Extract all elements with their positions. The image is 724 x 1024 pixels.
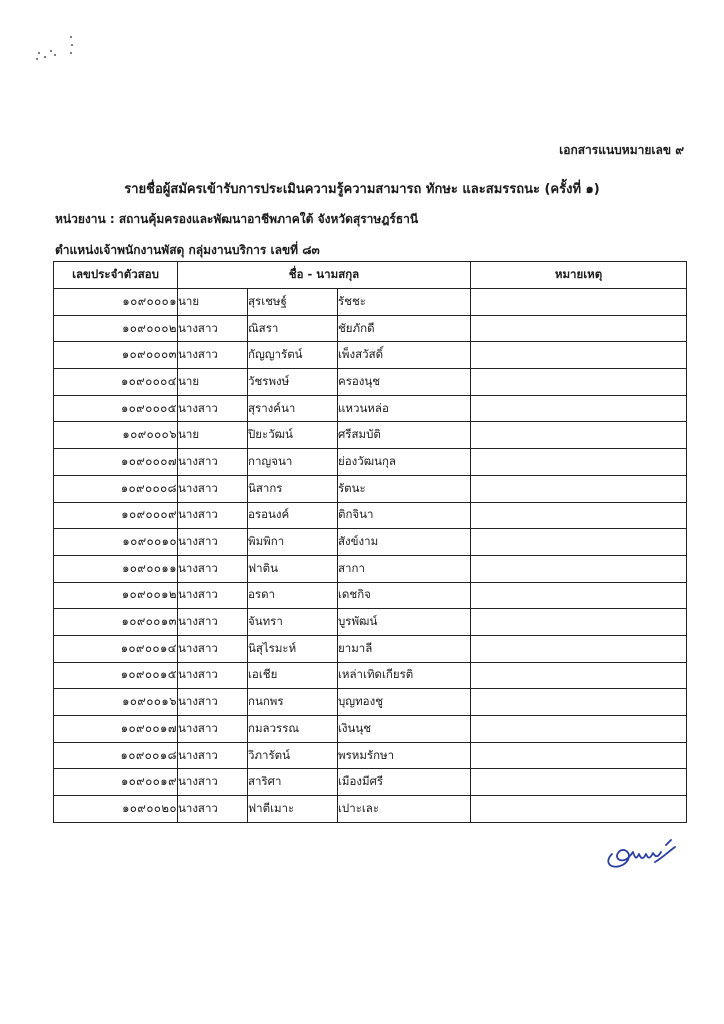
exam-id-cell: ๑๐๙๐๐๑๐ (54, 529, 178, 556)
last-name-cell: ย่องวัฒนกุล (338, 449, 471, 476)
last-name-cell: เดชกิจ (338, 582, 471, 609)
prefix-cell: นางสาว (178, 342, 248, 369)
table-row (54, 395, 687, 422)
remark-cell (471, 609, 687, 636)
remark-cell (471, 689, 687, 716)
exam-id-cell: ๑๐๙๐๐๐๒ (54, 315, 178, 342)
table-row (54, 529, 687, 556)
prefix-cell: นางสาว (178, 716, 248, 743)
first-name-cell: กมลวรรณ (248, 716, 338, 743)
first-name-cell: วิภารัตน์ (248, 742, 338, 769)
table-row (54, 582, 687, 609)
prefix-cell: นางสาว (178, 475, 248, 502)
prefix-cell: นางสาว (178, 635, 248, 662)
last-name-cell: เหล่าเทิดเกียรติ (338, 662, 471, 689)
exam-id-cell: ๑๐๙๐๐๑๗ (54, 716, 178, 743)
first-name-cell: ณิสรา (248, 315, 338, 342)
first-name-cell: วัชรพงษ์ (248, 369, 338, 396)
remark-cell (471, 475, 687, 502)
exam-id-cell: ๑๐๙๐๐๑๑ (54, 555, 178, 582)
last-name-cell: บุญทองชู (338, 689, 471, 716)
last-name-cell: เงินนุช (338, 716, 471, 743)
header-full-name: ชื่อ - นามสกุล (178, 262, 471, 289)
last-name-cell: พรหมรักษา (338, 742, 471, 769)
last-name-cell: ชัยภักดี (338, 315, 471, 342)
header-remark: หมายเหตุ (471, 262, 687, 289)
prefix-cell: นาย (178, 369, 248, 396)
table-row (54, 769, 687, 796)
table-row (54, 422, 687, 449)
first-name-cell: สุรเชษฐ์ (248, 289, 338, 316)
last-name-cell: สังข์งาม (338, 529, 471, 556)
prefix-cell: นางสาว (178, 742, 248, 769)
last-name-cell: ยามาลี (338, 635, 471, 662)
first-name-cell: นิสุไรมะห์ (248, 635, 338, 662)
first-name-cell: อรดา (248, 582, 338, 609)
remark-cell (471, 422, 687, 449)
table-row (54, 342, 687, 369)
first-name-cell: พิมพิกา (248, 529, 338, 556)
remark-cell (471, 369, 687, 396)
table-row (54, 449, 687, 476)
last-name-cell: รัชชะ (338, 289, 471, 316)
exam-id-cell: ๑๐๙๐๐๒๐ (54, 796, 178, 823)
prefix-cell: นางสาว (178, 769, 248, 796)
exam-id-cell: ๑๐๙๐๐๑๔ (54, 635, 178, 662)
exam-id-cell: ๑๐๙๐๐๐๓ (54, 342, 178, 369)
prefix-cell: นางสาว (178, 315, 248, 342)
applicant-table (53, 261, 687, 823)
first-name-cell: อรอนงค์ (248, 502, 338, 529)
table-row (54, 475, 687, 502)
last-name-cell: รัตนะ (338, 475, 471, 502)
exam-id-cell: ๑๐๙๐๐๐๑ (54, 289, 178, 316)
first-name-cell: กาญจนา (248, 449, 338, 476)
exam-id-cell: ๑๐๙๐๐๐๖ (54, 422, 178, 449)
prefix-cell: นางสาว (178, 796, 248, 823)
remark-cell (471, 742, 687, 769)
table-row (54, 555, 687, 582)
first-name-cell: สุรางค์นา (248, 395, 338, 422)
document-title: รายชื่อผู้สมัครเข้ารับการประเมินความรู้ความสามารถ ทักษะ และสมรรถนะ (ครั้งที่ ๑) (124, 182, 600, 197)
last-name-cell: ครองนุช (338, 369, 471, 396)
table-row (54, 289, 687, 316)
remark-cell (471, 582, 687, 609)
remark-cell (471, 716, 687, 743)
remark-cell (471, 315, 687, 342)
table-row (54, 689, 687, 716)
prefix-cell: นาย (178, 422, 248, 449)
agency-unit: หน่วยงาน : สถานคุ้มครองและพัฒนาอาชีพภาคใต้ จังหวัดสุราษฎร์ธานี (55, 212, 419, 226)
remark-cell (471, 635, 687, 662)
exam-id-cell: ๑๐๙๐๐๐๕ (54, 395, 178, 422)
last-name-cell: ติกจินา (338, 502, 471, 529)
last-name-cell: เพ็งสวัสดิ์ (338, 342, 471, 369)
first-name-cell: ปิยะวัฒน์ (248, 422, 338, 449)
prefix-cell: นาย (178, 289, 248, 316)
remark-cell (471, 529, 687, 556)
header-exam-id: เลขประจำตัวสอบ (54, 262, 178, 289)
exam-id-cell: ๑๐๙๐๐๐๗ (54, 449, 178, 476)
prefix-cell: นางสาว (178, 529, 248, 556)
first-name-cell: สาริศา (248, 769, 338, 796)
remark-cell (471, 502, 687, 529)
prefix-cell: นางสาว (178, 395, 248, 422)
prefix-cell: นางสาว (178, 689, 248, 716)
remark-cell (471, 395, 687, 422)
table-row (54, 609, 687, 636)
prefix-cell: นางสาว (178, 502, 248, 529)
first-name-cell: นิสากร (248, 475, 338, 502)
first-name-cell: ฟาติน (248, 555, 338, 582)
table-row (54, 369, 687, 396)
prefix-cell: นางสาว (178, 449, 248, 476)
exam-id-cell: ๑๐๙๐๐๐๘ (54, 475, 178, 502)
prefix-cell: นางสาว (178, 555, 248, 582)
remark-cell (471, 289, 687, 316)
last-name-cell: สากา (338, 555, 471, 582)
table-row (54, 716, 687, 743)
remark-cell (471, 449, 687, 476)
prefix-cell: นางสาว (178, 609, 248, 636)
table-row (54, 635, 687, 662)
table-row (54, 315, 687, 342)
signature (600, 836, 678, 872)
exam-id-cell: ๑๐๙๐๐๑๖ (54, 689, 178, 716)
exam-id-cell: ๑๐๙๐๐๑๕ (54, 662, 178, 689)
remark-cell (471, 662, 687, 689)
exam-id-cell: ๑๐๙๐๐๑๒ (54, 582, 178, 609)
first-name-cell: เอเชีย (248, 662, 338, 689)
prefix-cell: นางสาว (178, 662, 248, 689)
table-header-row (54, 262, 687, 289)
exam-id-cell: ๑๐๙๐๐๑๙ (54, 769, 178, 796)
first-name-cell: กัญญารัตน์ (248, 342, 338, 369)
exam-id-cell: ๑๐๙๐๐๑๓ (54, 609, 178, 636)
exam-id-cell: ๑๐๙๐๐๑๘ (54, 742, 178, 769)
table-row (54, 502, 687, 529)
first-name-cell: จันทรา (248, 609, 338, 636)
last-name-cell: เมืองมีศรี (338, 769, 471, 796)
remark-cell (471, 769, 687, 796)
table-row (54, 796, 687, 823)
exam-id-cell: ๑๐๙๐๐๐๔ (54, 369, 178, 396)
table-row (54, 662, 687, 689)
exam-id-cell: ๑๐๙๐๐๐๙ (54, 502, 178, 529)
remark-cell (471, 342, 687, 369)
last-name-cell: เปาะเละ (338, 796, 471, 823)
scan-specks (30, 30, 90, 80)
remark-cell (471, 555, 687, 582)
last-name-cell: บูรพัฒน์ (338, 609, 471, 636)
first-name-cell: ฟาตีเมาะ (248, 796, 338, 823)
first-name-cell: กนกพร (248, 689, 338, 716)
position-line: ตำแหน่งเจ้าพนักงานพัสดุ กลุ่มงานบริการ เลขที่ ๘๓ (55, 243, 320, 257)
remark-cell (471, 796, 687, 823)
prefix-cell: นางสาว (178, 582, 248, 609)
last-name-cell: ศรีสมบัติ (338, 422, 471, 449)
table-row (54, 742, 687, 769)
document-reference: เอกสารแนบหมายเลข ๙ (559, 143, 684, 157)
last-name-cell: แหวนหล่อ (338, 395, 471, 422)
